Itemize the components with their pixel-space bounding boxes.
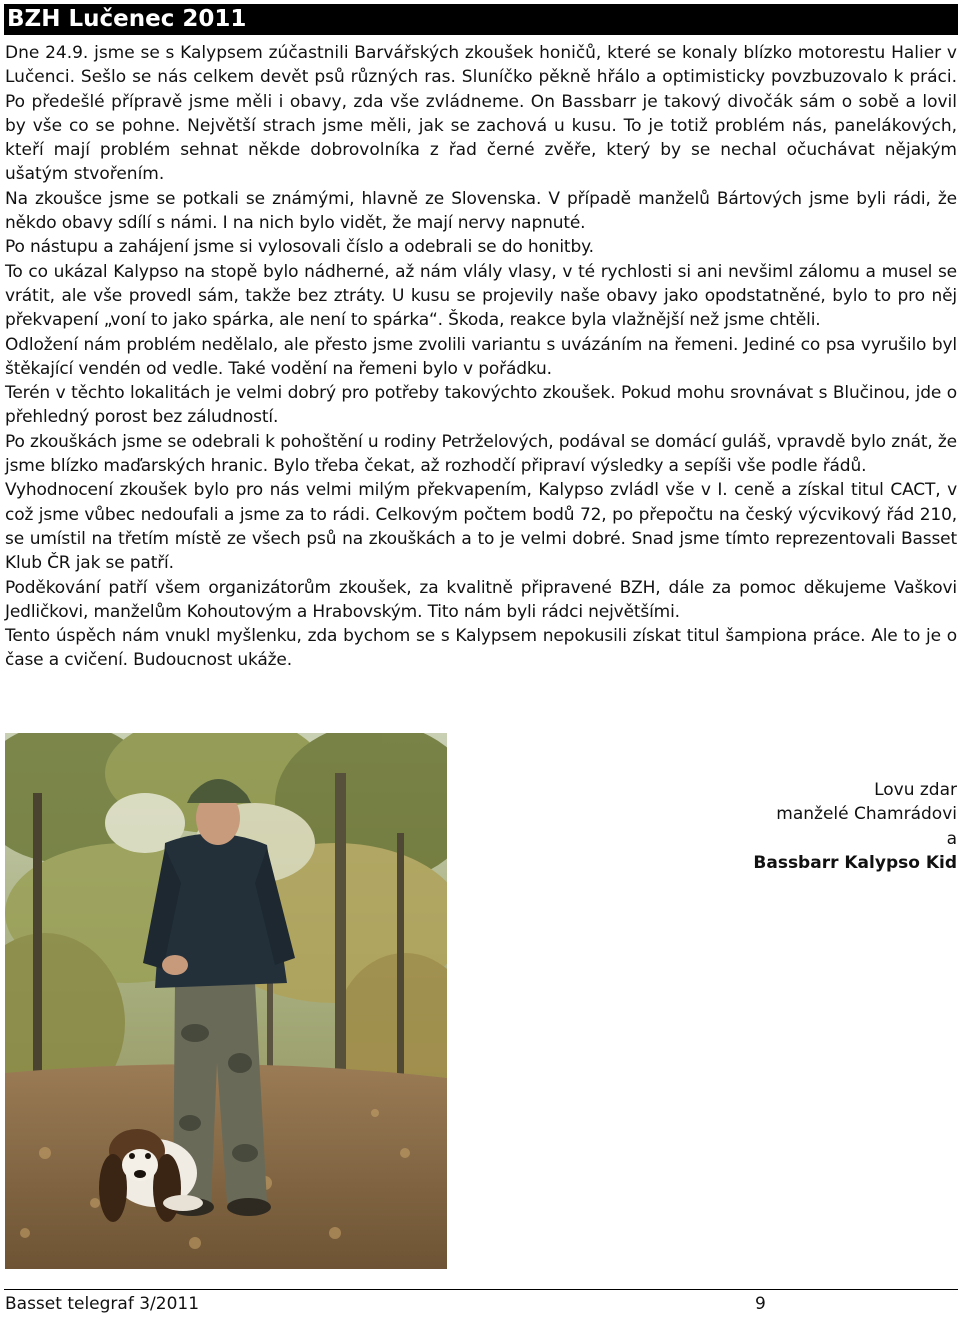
article-paragraph: To co ukázal Kalypso na stopě bylo nádherné, až nám vlály vlasy, v té rychlosti si ani nevšiml zálomu a musel se vrátit, ale vše provedl sám, takže bez ztráty. U kusu se projevily naše obavy jako opodstatněné, bylo to pro něj překvapení „voní to jako spárka, ale není to spárka“. Škoda, reakce byla vlažnější než jsme chtěli. — [5, 261, 957, 331]
signature-conjunction: a — [946, 828, 957, 849]
page-footer — [5, 1293, 955, 1315]
article-paragraph: Na zkoušce jsme se potkali se známými, hlavně ze Slovenska. V případě manželů Bártových jsme byli rádi, že někdo obavy sdílí s námi. I na nich bylo vidět, že mají nervy napnuté. — [5, 188, 957, 234]
article-paragraph: Tento úspěch nám vnukl myšlenku, zda bychom se s Kalypsem nepokusili získat titul šampiona práce. Ale to je o čase a cvičení. Budoucnost ukáže. — [5, 626, 957, 671]
article-paragraph: Poděkování patří všem organizátorům zkoušek, za kvalitně připravené BZH, dále za pomoc děkujeme Vaškovi Jedličkovi, manželům Kohoutovým a Hrabovským. Tito nám byli rádci největšími. — [5, 577, 957, 622]
article-paragraph: Dne 24.9. jsme se s Kalypsem zúčastnili Barvářských zkoušek honičů, které se konaly blízko motorestu Halier v Lučenci. Sešlo se nás celkem devět psů různých ras. Sluníčko pěkně hřálo a optimisticky povzbuzovalo k práci. Po předešlé přípravě jsme měli i obavy, zda vše zvládneme. On Bassbarr je takový divočák sám o sobě a lovil by vše co se pohne. Největší strach jsme měli, jak se zachová u kusu. To je totiž problém nás, panelákových, kteří mají problém sehnat někde dobrovolníka z řad černé zvěře, který by se nechal očuchávat nějakým ušatým stvořením. — [5, 43, 957, 185]
signature — [753, 778, 957, 875]
signature-authors: manželé Chamrádovi — [776, 804, 957, 825]
signature-greeting: Lovu zdar — [874, 780, 957, 800]
article-paragraph: Vyhodnocení zkoušek bylo pro nás velmi milým překvapením, Kalypso zvládl vše v I. ceně a získal titul CACT, v což jsme vůbec nedoufali a jsme za to rádi. Celkovým počtem bodů 72, po přepočtu na český výcvikový řád 210, se umístil na třetím místě ze všech psů na zkouškách a to je velmi dobré. Snad jsme tímto reprezentovali Basset Klub ČR jak se patří. — [5, 480, 957, 574]
photo-hunter-with-basset — [5, 733, 447, 1269]
header-title: BZH Lučenec 2011 — [7, 6, 247, 32]
footer-publication: Basset telegraf 3/2011 — [5, 1294, 200, 1314]
article-paragraph: Terén v těchto lokalitách je velmi dobrý pro potřeby takovýchto zkoušek. Pokud mohu srovnávat s Blučinou, jde o přehledný porost bez záludností. — [5, 383, 957, 428]
signature-dog-name: Bassbarr Kalypso Kid — [753, 852, 957, 873]
article-paragraph: Po nástupu a zahájení jsme si vylosovali číslo a odebrali se do honitby. — [5, 237, 594, 258]
article-body — [5, 41, 957, 673]
article-paragraph: Po zkouškách jsme se odebrali k pohoštění u rodiny Petrželových, podával se domácí guláš, vpravdě bylo znát, že jsme blízko maďarských hranic. Bylo třeba čekat, až rozhodčí připraví výsledky a sepíši vše podle řádů. — [5, 431, 957, 477]
page-header — [4, 4, 958, 35]
footer-page-number: 9 — [755, 1294, 766, 1314]
footer-divider — [4, 1289, 958, 1290]
article-paragraph: Odložení nám problém nedělalo, ale přesto jsme zvolili variantu s uvázáním na řemeni. Jediné co psa vyrušilo byl štěkající vendén od vedle. Také vodění na řemeni bylo v pořádku. — [5, 334, 957, 379]
